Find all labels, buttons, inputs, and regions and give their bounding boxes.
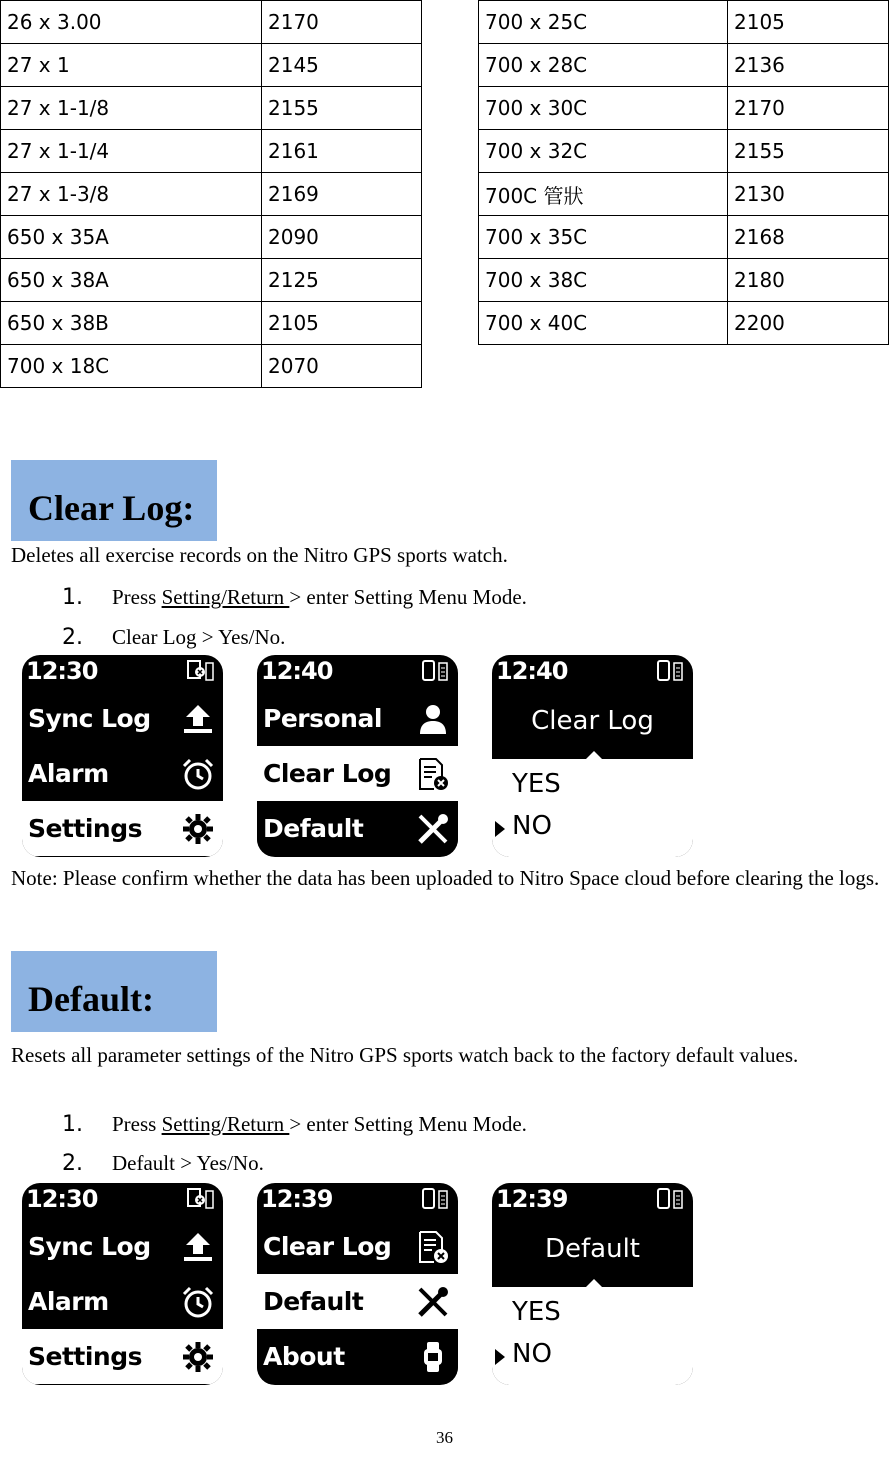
menu-item-label: Alarm	[28, 759, 109, 788]
circumference-cell: 2155	[262, 87, 422, 130]
table-row	[1, 87, 422, 130]
watch-status-icon	[422, 660, 450, 682]
confirm-title: Clear Log	[492, 687, 693, 759]
title-caret-icon	[582, 1279, 606, 1291]
setting-return-link: Setting/Return	[161, 585, 290, 609]
tools-icon	[416, 812, 450, 846]
table-row	[1, 130, 422, 173]
menu-item-label: Default	[263, 1287, 364, 1316]
gear-icon	[181, 1340, 215, 1374]
circumference-cell: 2070	[262, 345, 422, 388]
step-text: Press	[112, 1112, 162, 1136]
tire-size-cell: 700 x 28C	[479, 44, 728, 87]
menu-item-label: Default	[263, 814, 364, 843]
tire-size-cell: 27 x 1-1/4	[1, 130, 262, 173]
tire-size-cell: 700 x 35C	[479, 216, 728, 259]
circumference-cell: 2136	[728, 44, 889, 87]
clock-time: 12:39	[496, 1185, 568, 1213]
table-row	[479, 130, 889, 173]
tire-size-cell: 700C 管狀	[479, 173, 728, 216]
table-row	[1, 259, 422, 302]
default-screens	[22, 1183, 702, 1387]
circumference-cell: 2168	[728, 216, 889, 259]
watch-screen-main-menu	[22, 655, 223, 857]
tools-icon	[416, 1285, 450, 1319]
circumference-cell: 2170	[262, 1, 422, 44]
watch-status-icon	[657, 660, 685, 682]
watch-screen-settings-menu	[257, 655, 458, 857]
clock-time: 12:39	[261, 1185, 333, 1213]
tire-size-cell: 700 x 32C	[479, 130, 728, 173]
menu-item-label: Settings	[28, 814, 143, 843]
step-text: Press	[112, 585, 162, 609]
table-row	[1, 44, 422, 87]
table-row	[1, 302, 422, 345]
step-text: Default > Yes/No.	[112, 1151, 264, 1175]
step-text: Clear Log > Yes/No.	[112, 625, 286, 649]
menu-item-label: Clear Log	[263, 1232, 392, 1261]
tire-size-cell: 27 x 1-1/8	[1, 87, 262, 130]
clear-log-icon	[416, 757, 450, 791]
selection-pointer-icon	[495, 821, 505, 837]
gear-icon	[181, 812, 215, 846]
table-row	[479, 1, 889, 44]
default-description: Resets all parameter settings of the Nitro GPS sports watch back to the factory default values.	[11, 1043, 799, 1067]
circumference-cell: 2170	[728, 87, 889, 130]
menu-item-label: About	[263, 1342, 345, 1371]
table-row	[479, 216, 889, 259]
tire-size-cell: 26 x 3.00	[1, 1, 262, 44]
watch-screen-default-confirm	[492, 1183, 693, 1385]
tire-size-table-right	[478, 0, 889, 345]
clock-time: 12:30	[26, 657, 98, 685]
yes-option: YES	[512, 769, 561, 799]
clear-log-description: Deletes all exercise records on the Nitro GPS sports watch.	[11, 543, 508, 567]
tire-size-cell: 27 x 1	[1, 44, 262, 87]
watch-screen-main-menu	[22, 1183, 223, 1385]
clock-time: 12:30	[26, 1185, 98, 1213]
default-heading: Default:	[28, 979, 154, 1019]
circumference-cell: 2155	[728, 130, 889, 173]
table-row	[479, 302, 889, 345]
step-text: > enter Setting Menu Mode.	[289, 1112, 527, 1136]
circumference-cell: 2169	[262, 173, 422, 216]
circumference-cell: 2200	[728, 302, 889, 345]
clear-log-icon	[416, 1230, 450, 1264]
tire-size-cell: 700 x 40C	[479, 302, 728, 345]
clock-time: 12:40	[261, 657, 333, 685]
yes-option: YES	[512, 1297, 561, 1327]
log-clear-status-icon	[187, 1188, 215, 1210]
step-text: > enter Setting Menu Mode.	[289, 585, 527, 609]
clear-log-heading-box	[11, 460, 217, 541]
watch-status-icon	[422, 1188, 450, 1210]
no-option: NO	[512, 1339, 552, 1369]
step-number: 2.	[62, 625, 83, 650]
menu-item-label: Settings	[28, 1342, 143, 1371]
no-option: NO	[512, 811, 552, 841]
tire-size-cell: 700 x 30C	[479, 87, 728, 130]
menu-item-label: Personal	[263, 704, 382, 733]
clear-log-heading: Clear Log:	[28, 488, 195, 528]
circumference-cell: 2125	[262, 259, 422, 302]
tire-size-cell: 700 x 38C	[479, 259, 728, 302]
person-icon	[416, 702, 450, 736]
table-row	[479, 259, 889, 302]
step-number: 2.	[62, 1151, 83, 1176]
circumference-cell: 2090	[262, 216, 422, 259]
circumference-cell: 2105	[728, 1, 889, 44]
clear-log-note: Note: Please confirm whether the data has been uploaded to Nitro Space cloud before clearing the logs.	[11, 866, 880, 890]
selection-pointer-icon	[495, 1349, 505, 1365]
menu-item-label: Clear Log	[263, 759, 392, 788]
tire-size-cell: 650 x 38B	[1, 302, 262, 345]
setting-return-link: Setting/Return	[161, 1112, 290, 1136]
alarm-clock-icon	[181, 1285, 215, 1319]
upload-icon	[181, 702, 215, 736]
circumference-cell: 2180	[728, 259, 889, 302]
default-heading-box	[11, 951, 217, 1032]
circumference-cell: 2145	[262, 44, 422, 87]
page-number: 36	[436, 1428, 453, 1447]
clock-time: 12:40	[496, 657, 568, 685]
tire-size-cell: 700 x 18C	[1, 345, 262, 388]
step-number: 1.	[62, 585, 83, 610]
table-row	[1, 173, 422, 216]
tire-size-cell: 650 x 35A	[1, 216, 262, 259]
step-number: 1.	[62, 1112, 83, 1137]
table-row	[1, 216, 422, 259]
tire-size-cell: 650 x 38A	[1, 259, 262, 302]
watch-screen-settings-menu	[257, 1183, 458, 1385]
table-row	[479, 44, 889, 87]
confirm-title: Default	[492, 1215, 693, 1287]
menu-item-label: Sync Log	[28, 1232, 151, 1261]
menu-item-label: Sync Log	[28, 704, 151, 733]
menu-item-label: Alarm	[28, 1287, 109, 1316]
table-row	[479, 173, 889, 216]
watch-screen-clear-log-confirm	[492, 655, 693, 857]
title-caret-icon	[582, 751, 606, 763]
table-row	[1, 345, 422, 388]
table-row	[479, 87, 889, 130]
table-row	[1, 1, 422, 44]
log-clear-status-icon	[187, 660, 215, 682]
clear-log-screens	[22, 655, 702, 859]
circumference-cell: 2161	[262, 130, 422, 173]
alarm-clock-icon	[181, 757, 215, 791]
tire-size-cell: 27 x 1-3/8	[1, 173, 262, 216]
watch-status-icon	[657, 1188, 685, 1210]
watch-icon	[416, 1340, 450, 1374]
circumference-cell: 2105	[262, 302, 422, 345]
upload-icon	[181, 1230, 215, 1264]
circumference-cell: 2130	[728, 173, 889, 216]
tire-size-cell: 700 x 25C	[479, 1, 728, 44]
tire-size-table-left	[0, 0, 422, 388]
